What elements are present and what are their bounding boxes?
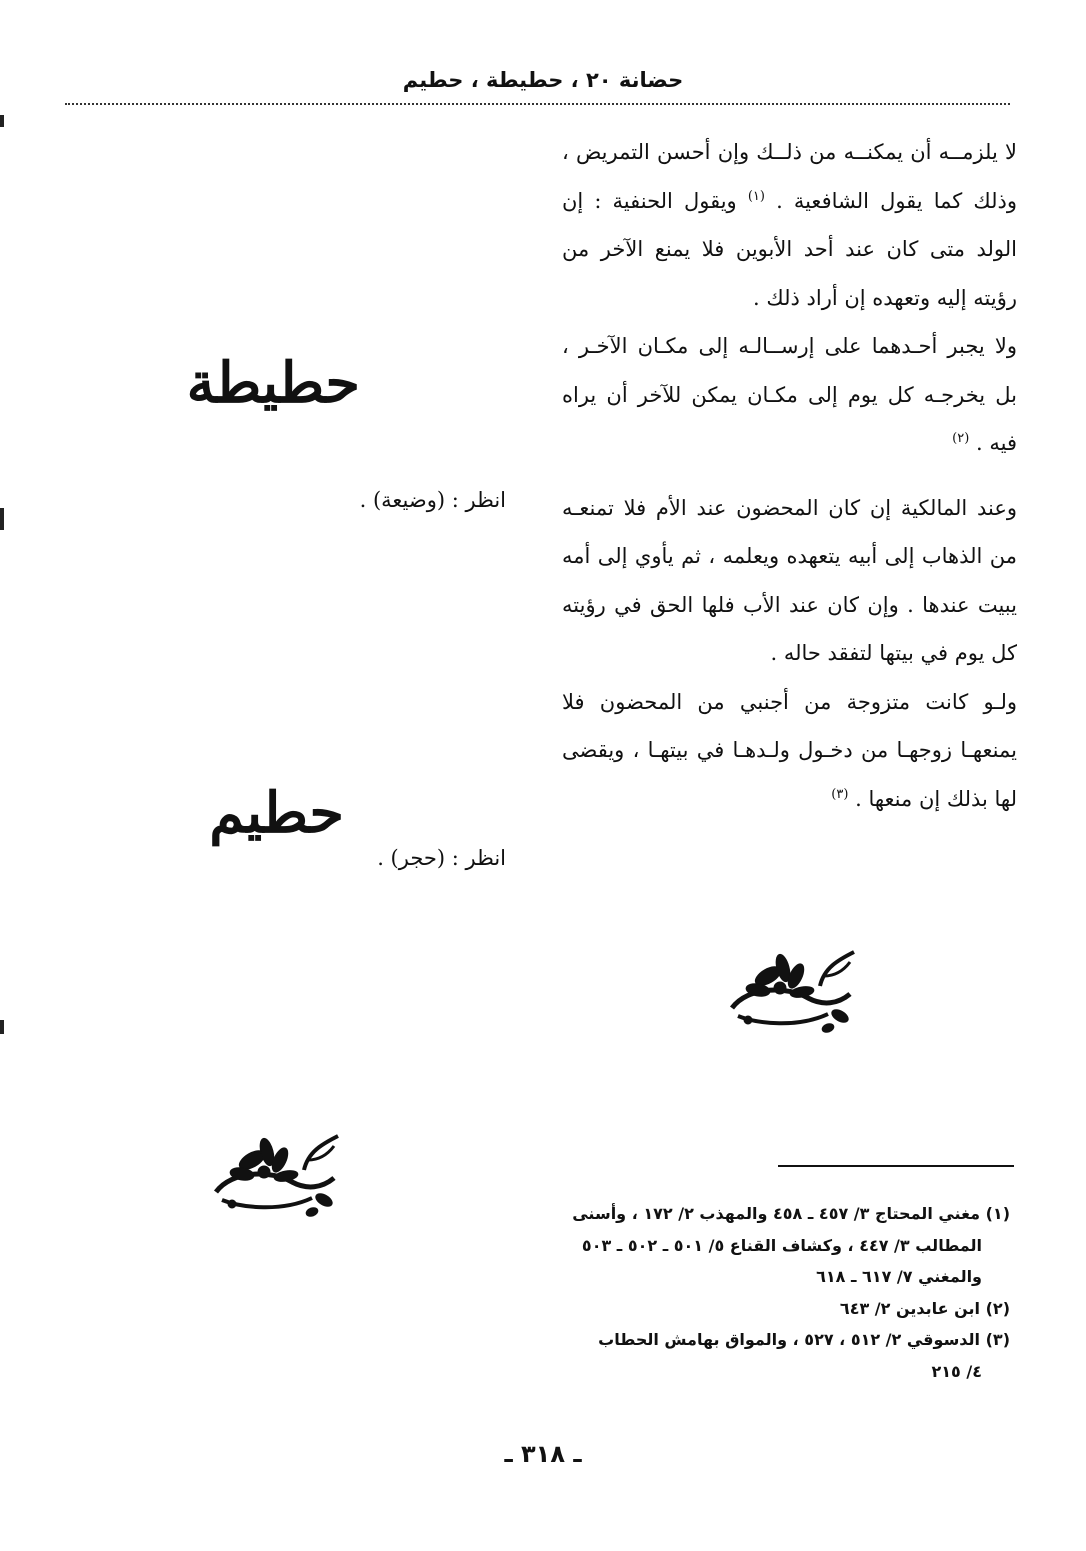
floral-ornament-icon — [212, 1130, 342, 1220]
see-label: انظر : — [451, 488, 506, 512]
footnote-text: المطالب ٣/ ٤٤٧ ، وكشاف القناع ٥/ ٥٠١ ـ ٥٠٢ ـ ٥٠٣ — [581, 1235, 982, 1255]
header-dotted-rule — [65, 103, 1010, 105]
footnote-text: الدسوقي ٢/ ٥١٢ ، ٥٢٧ ، والمواق بهامش الحطاب — [598, 1330, 981, 1349]
footnote-marker[interactable]: (٣) — [831, 786, 849, 802]
footnote-text: ٤/ ٢١٥ — [931, 1361, 982, 1381]
paragraph: ولـو كانت متزوجة من أجنبي من المحضون فلا يمنعهـا زوجهـا من دخـول ولـدهـا في بيتهـا ، ويقضى لها بذلك إن منعها . $^{(٣)}$ — [562, 689, 1017, 811]
paragraph: وعند المالكية إن كان المحضون عند الأم فلا تمنعـه من الذهاب إلى أبيه يتعهده ويعلمه ، ثم يأوي إلى أمه يبيت عندها . وإن كان عند الأب فلها الحق في رؤيته كل يوم في بيتها لتفقد حاله . — [562, 495, 1017, 665]
see-reference — [377, 846, 506, 870]
footnote-number: (٣) — [985, 1330, 1010, 1349]
page-number: ـ ٣١٨ ـ — [504, 1440, 582, 1468]
footnote-text: والمغني ٧/ ٦١٧ ـ ٦١٨ — [816, 1267, 982, 1286]
footnote-marker[interactable]: (١) — [747, 188, 765, 204]
footnote — [560, 1293, 1010, 1325]
see-target-link[interactable]: (حجر) . — [377, 846, 446, 870]
entry-title-hatim: حطيم — [209, 780, 344, 846]
floral-ornament-icon — [728, 946, 858, 1036]
footnotes — [560, 1198, 1010, 1387]
footnote-marker[interactable]: (٢) — [952, 431, 970, 446]
footnote-text: مغني المحتاج ٣/ ٤٥٧ ـ ٤٥٨ والمهذب ٢/ ١٧٢ ، وأسنى — [572, 1204, 981, 1223]
running-header: حضانة ٢٠ ، حطيطة ، حطيم — [402, 68, 684, 92]
footnote — [560, 1324, 1010, 1387]
paragraph: ولا يجبر أحـدهما على إرســالـه إلى مكـان الآخـر ، بل يخرجـه كل يوم إلى مكـان يمكن للآخر أن يراه فيه . $^{(٢)}$ — [562, 334, 1017, 455]
footnote-separator — [778, 1165, 1014, 1167]
main-text-column — [562, 128, 1017, 823]
entry-title-hatita: حطيطة — [186, 350, 360, 416]
footnote-text: ابن عابدين ٢/ ٦٤٣ — [839, 1298, 981, 1318]
paragraph: لا يلزمــه أن يمكنــه من ذلــك وإن أحسن التمريض ، وذلك كما يقول الشافعية . $^{(١)}$ ويقول الحنفية : إن الولد متى كان عند أحد الأبوين فلا يمنع الآخر من رؤيته إليه وتعهده إن أراد ذلك . — [562, 140, 1017, 310]
footnote-number: (٢) — [985, 1298, 1010, 1318]
see-reference — [360, 488, 506, 512]
see-target-link[interactable]: (وضيعة) . — [359, 488, 446, 512]
footnote-number: (١) — [985, 1204, 1010, 1223]
see-label: انظر : — [451, 846, 506, 870]
footnote — [560, 1198, 1010, 1293]
